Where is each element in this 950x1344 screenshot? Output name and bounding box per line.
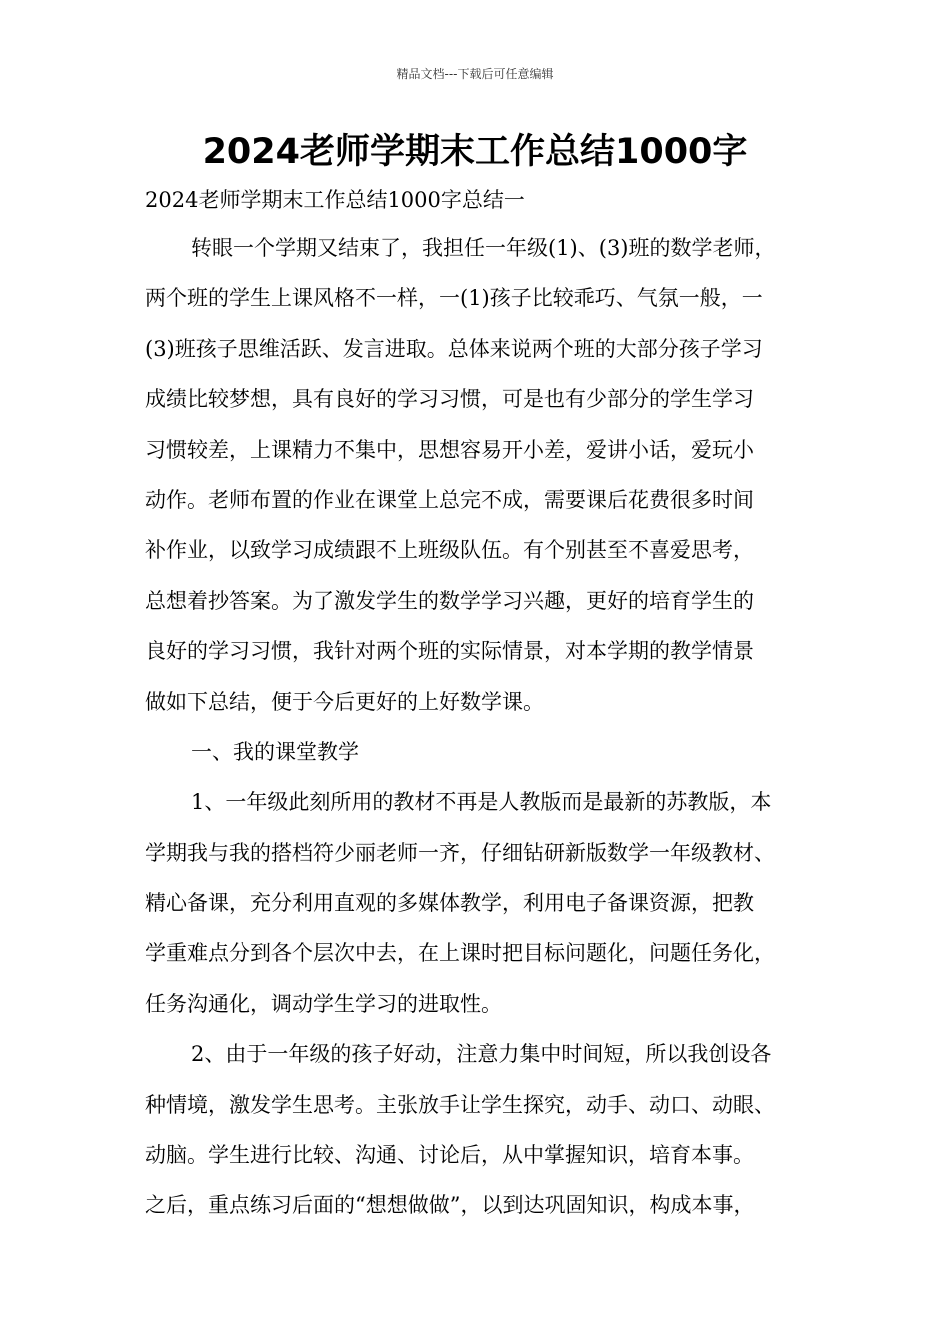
- paragraph-line: 转眼一个学期又结束了，我担任一年级(1)、(3)班的数学老师，: [191, 236, 776, 260]
- document-body: [145, 182, 825, 1238]
- paragraph-3: [145, 1036, 825, 1238]
- paragraph-line: 动作。老师布置的作业在课堂上总完不成，需要课后花费很多时间: [145, 487, 754, 512]
- paragraph-line: 动脑。学生进行比较、沟通、讨论后，从中掌握知识，培育本事。: [145, 1143, 754, 1168]
- paragraph-line: 成绩比较梦想，具有良好的学习习惯，可是也有少部分的学生学习: [145, 387, 754, 412]
- paragraph-line: 学重难点分到各个层次中去，在上课时把目标问题化，问题任务化，: [145, 941, 775, 966]
- paragraph-line: 种情境，激发学生思考。主张放手让学生探究，动手、动口、动眼、: [145, 1092, 775, 1117]
- paragraph-line: 补作业，以致学习成绩跟不上班级队伍。有个别甚至不喜爱思考，: [145, 538, 754, 563]
- paragraph-line: 之后，重点练习后面的“想想做做”，以到达巩固知识，构成本事，: [145, 1193, 755, 1218]
- paragraph-line: 精心备课，充分利用直观的多媒体教学，利用电子备课资源，把教: [145, 891, 754, 916]
- paragraph-line: 做如下总结，便于今后更好的上好数学课。: [145, 689, 544, 714]
- document-title: 2024老师学期末工作总结1000字: [202, 132, 748, 172]
- section-heading: 一、我的课堂教学: [191, 739, 359, 764]
- paragraph-1: [145, 230, 825, 734]
- paragraph-line: 学期我与我的搭档符少丽老师一齐，仔细钻研新版数学一年级教材、: [145, 840, 775, 865]
- paragraph-line: 良好的学习习惯，我针对两个班的实际情景，对本学期的教学情景: [145, 639, 754, 664]
- paragraph-line: 习惯较差，上课精力不集中，思想容易开小差，爱讲小话，爱玩小: [145, 437, 754, 462]
- paragraph-line: 两个班的学生上课风格不一样，一(1)孩子比较乖巧、气氛一般，一: [145, 286, 763, 311]
- header-note: 精品文档---下载后可任意编辑: [396, 67, 554, 81]
- paragraph-line: 1、一年级此刻所用的教材不再是人教版而是最新的苏教版，本: [191, 790, 772, 815]
- paragraph-line: 任务沟通化，调动学生学习的进取性。: [145, 991, 502, 1016]
- paragraph-2: [145, 784, 825, 1036]
- paragraph-line: (3)班孩子思维活跃、发言进取。总体来说两个班的大部分孩子学习: [145, 336, 763, 361]
- paragraph-line: 2、由于一年级的孩子好动，注意力集中时间短，所以我创设各: [191, 1042, 772, 1067]
- document-subtitle: 2024老师学期末工作总结1000字总结一: [145, 188, 525, 212]
- paragraph-line: 总想着抄答案。为了激发学生的数学学习兴趣，更好的培育学生的: [145, 588, 754, 613]
